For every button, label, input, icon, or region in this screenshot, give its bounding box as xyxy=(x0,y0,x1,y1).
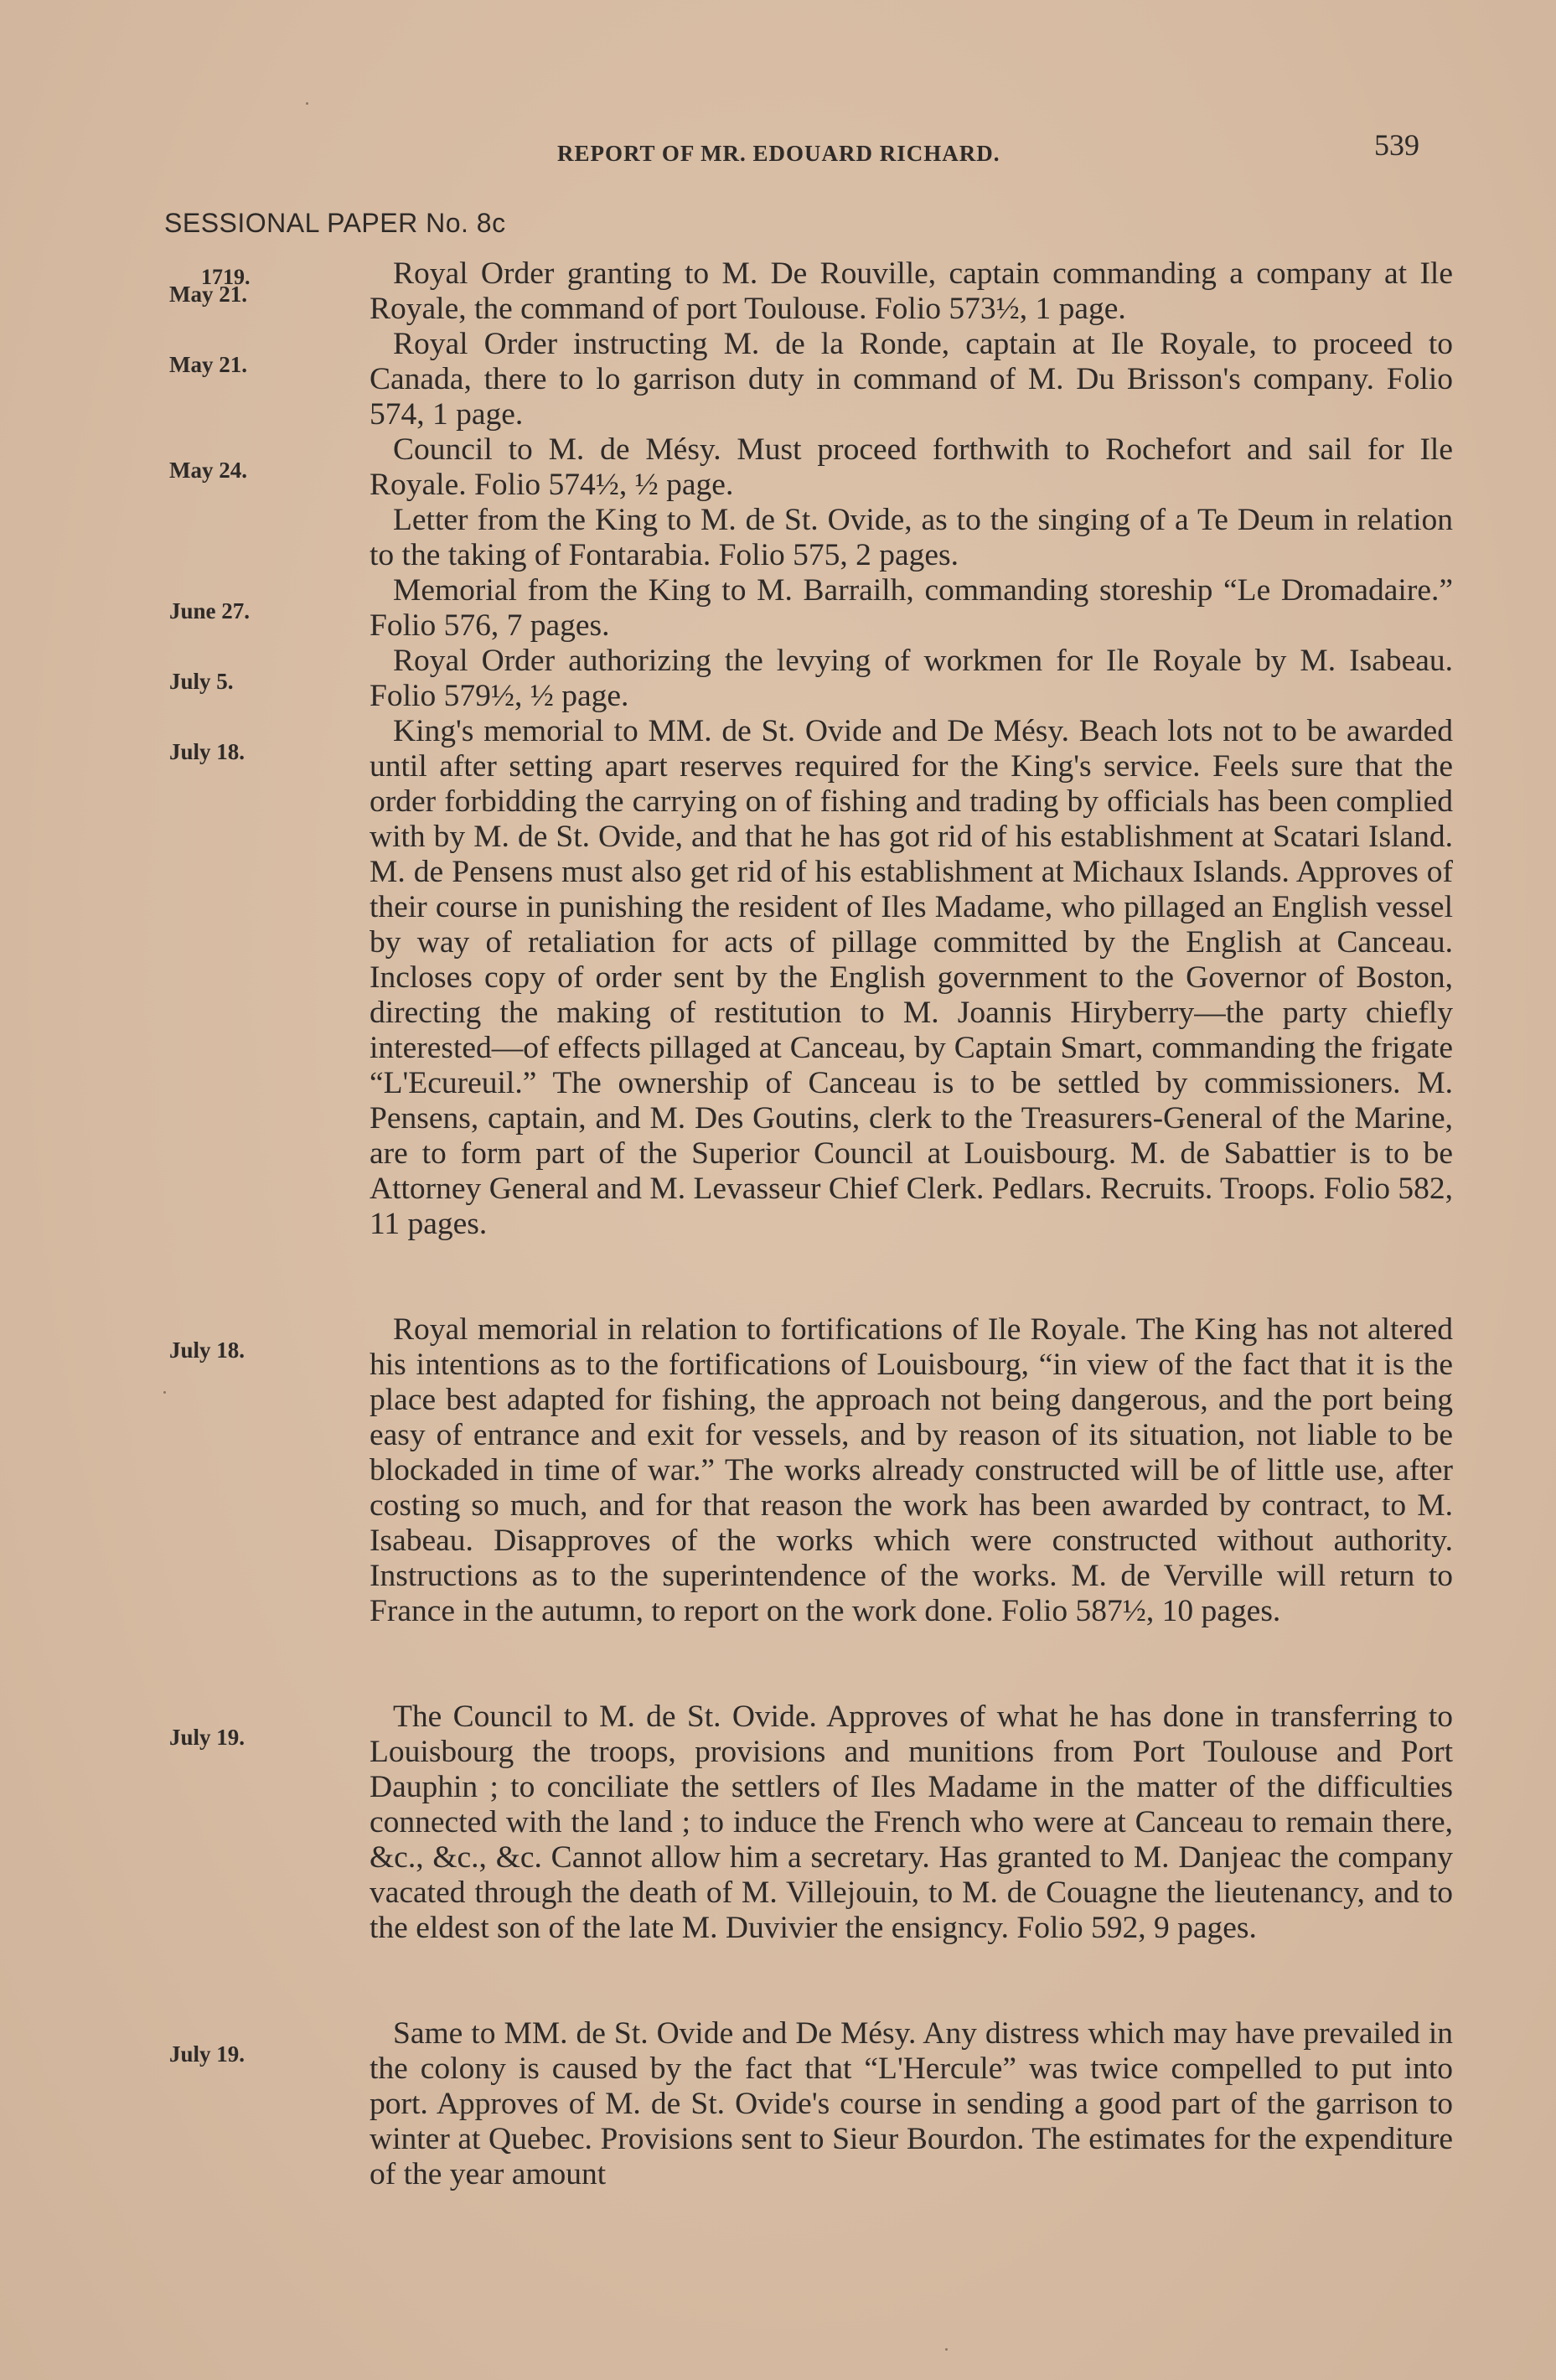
entry-text: Council to M. de Mésy. Must proceed forthwith to Rochefort and sail for Ile Royale. Folio 574½, ½ page. xyxy=(370,432,1453,502)
paper-speck xyxy=(163,1391,166,1394)
paper-speck xyxy=(945,2348,948,2351)
entry-text: Royal Order instructing M. de la Ronde, captain at Ile Royale, to proceed to Canada, there to lo garrison duty in command of M. Du Brisson's company. Folio 574, 1 page. xyxy=(370,327,1453,432)
running-head: REPORT OF MR. EDOUARD RICHARD. xyxy=(557,141,1000,166)
entry-text: Royal Order granting to M. De Rouville, captain commanding a company at Ile Royale, the command of port Toulouse. Folio 573½, 1 page. xyxy=(370,256,1453,326)
entry-date: May 21. xyxy=(169,352,247,377)
entry-date: July 5. xyxy=(169,669,234,694)
entry-text: Memorial from the King to M. Barrailh, commanding storeship “Le Dromadaire.” Folio 576, 7 pages. xyxy=(370,573,1453,643)
entry-text: Letter from the King to M. de St. Ovide, as to the singing of a Te Deum in relation to the taking of Fontarabia. Folio 575, 2 pages. xyxy=(370,503,1453,572)
entry-date: July 18. xyxy=(169,1337,246,1363)
entry-text: The Council to M. de St. Ovide. Approves of what he has done in transferring to Louisbourg the troops, provisions and munitions from Port Toulouse and Port Dauphin ; to conciliate the settlers of Iles Madame in the matter of the difficulties connected with the land ; to induce the French who were at Canceau to remain there, &c., &c., &c. Cannot allow him a secretary. Has granted to M. Danjeac the company vacated through the death of M. Villejouin, to M. de Couagne the lieutenancy, and to the eldest son of the late M. Duvivier the ensigncy. Folio 592, 9 pages. xyxy=(370,1700,1453,1945)
sessional-paper-label: SESSIONAL PAPER No. 8c xyxy=(164,208,506,238)
entry-text: Same to MM. de St. Ovide and De Mésy. Any distress which may have prevailed in the colony is caused by the fact that “L'Hercule” was twice compelled to put into port. Approves of M. de St. Ovide's course in sending a good part of the garrison to winter at Quebec. Provisions sent to Sieur Bourdon. The estimates for the expenditure of the year amount xyxy=(370,2016,1453,2191)
entry-date: July 18. xyxy=(169,739,246,764)
entry-text: Royal Order authorizing the levying of workmen for Ile Royale by M. Isabeau. Folio 579½, ½ page. xyxy=(370,644,1453,713)
entry-date: July 19. xyxy=(169,1725,246,1750)
paper-speck xyxy=(306,102,308,105)
entry-date: July 19. xyxy=(169,2041,246,2067)
page-number: 539 xyxy=(1374,128,1419,162)
entry-text: King's memorial to MM. de St. Ovide and De Mésy. Beach lots not to be awarded until after setting apart reserves required for the King's service. Feels sure that the order forbidding the carrying on of fishing and trading by officials has been complied with by M. de St. Ovide, and that he has got rid of his establishment at Scatari Island. M. de Pensens must also get rid of his establishment at Michaux Islands. Approves of their course in punishing the resident of Iles Madame, who pillaged an English vessel by way of retaliation for acts of pillage committed by the English at Canceau. Incloses copy of order sent by the English government to the Governor of Boston, directing the making of restitution to M. Joannis Hiryberry—the party chiefly interested—of effects pillaged at Canceau, by Captain Smart, commanding the frigate “L'Ecureuil.” The ownership of Canceau is to be settled by commissioners. M. Pensens, captain, and M. Des Goutins, clerk to the Treasurers-General of the Marine, are to form part of the Superior Council at Louisbourg. M. de Sabattier is to be Attorney General and M. Levasseur Chief Clerk. Pedlars. Recruits. Troops. Folio 582, 11 pages. xyxy=(370,714,1453,1241)
entry-text: Royal memorial in relation to fortifications of Ile Royale. The King has not altered his intentions as to the fortifications of Louisbourg, “in view of the fact that it is the place best adapted for fishing, the approach not being dangerous, and the port being easy of entrance and exit for vessels, and by reason of its situation, not liable to be blockaded in time of war.” The works already constructed will be of little use, after costing so much, and for that reason the work has been awarded by contract, to M. Isabeau. Disapproves of the works which were constructed without authority. Instructions as to the superintendence of the works. M. de Verville will return to France in the autumn, to report on the work done. Folio 587½, 10 pages. xyxy=(370,1312,1453,1628)
entry-date: May 24. xyxy=(169,458,247,483)
entry-date: May 21. xyxy=(169,282,247,307)
year-marker: 1719. xyxy=(201,265,251,289)
entry-date: June 27. xyxy=(169,598,251,623)
